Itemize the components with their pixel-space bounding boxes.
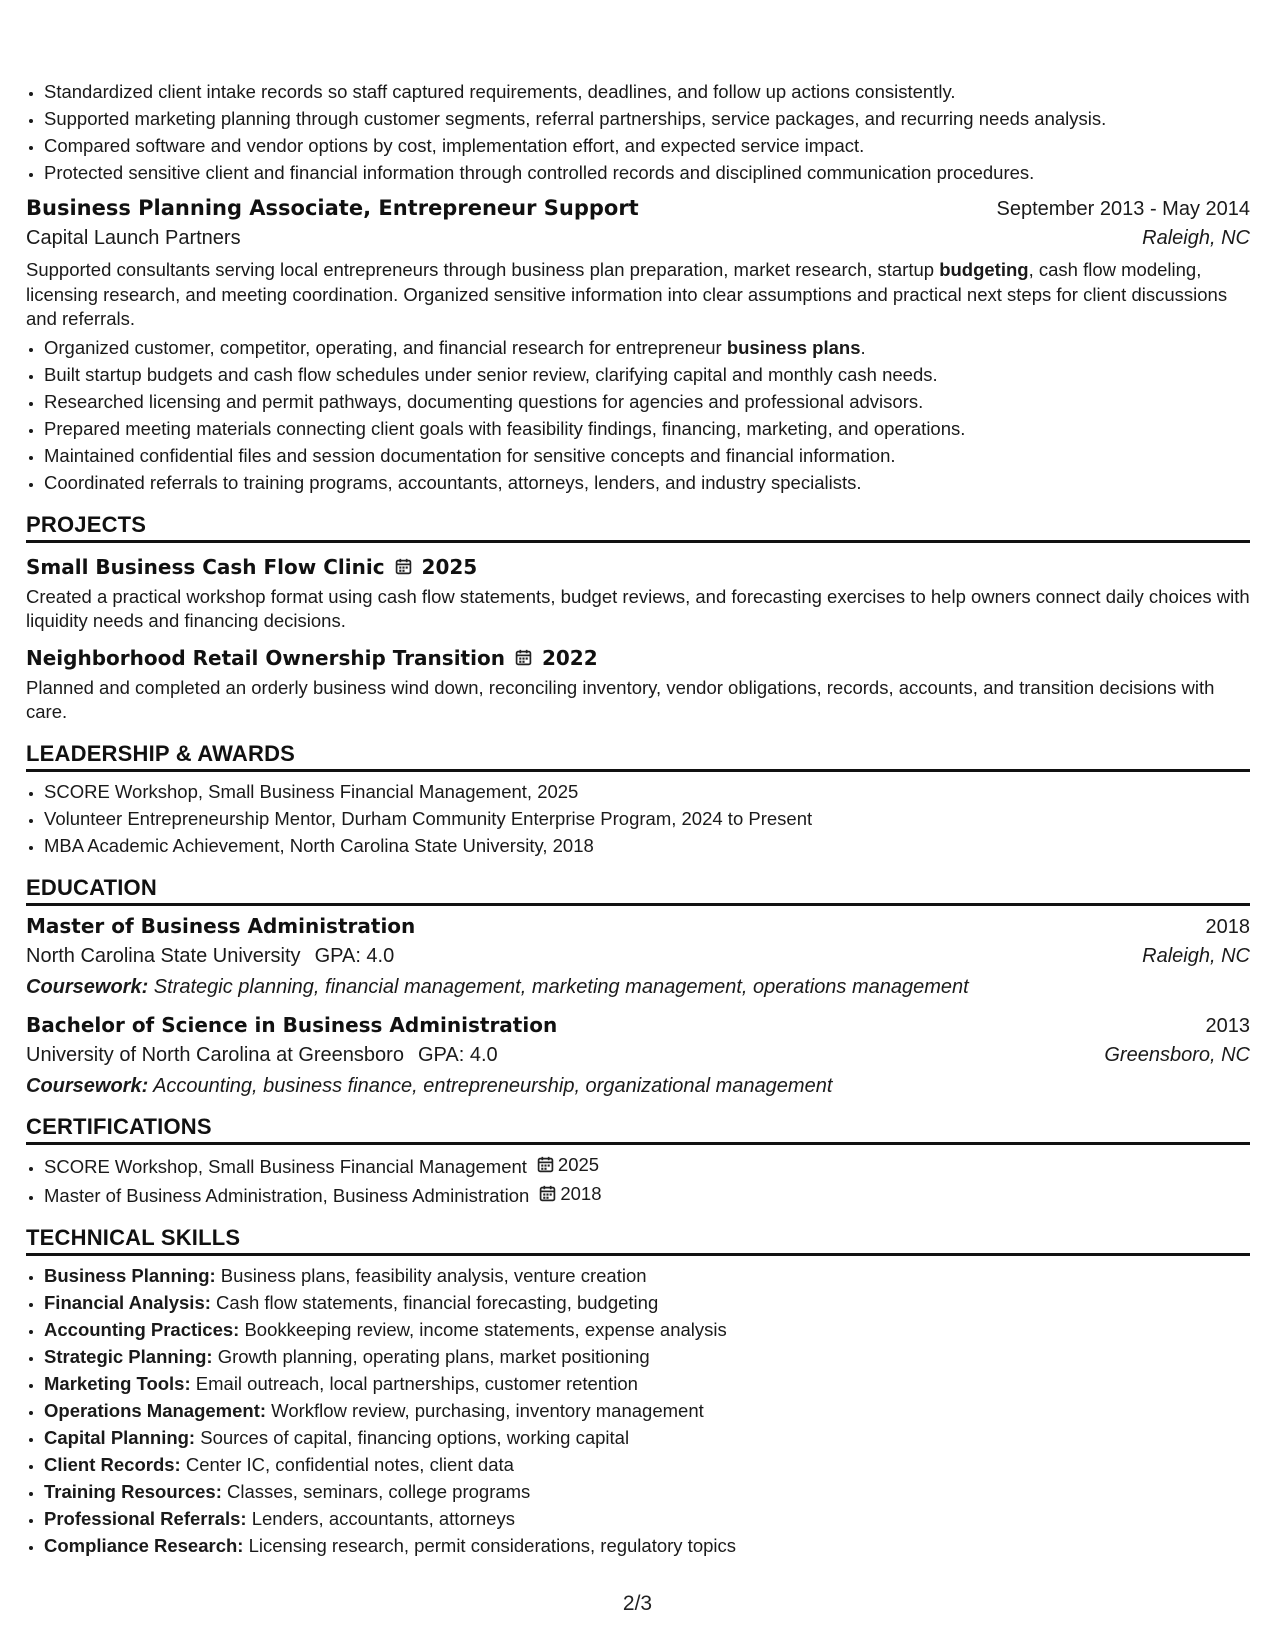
- list-item: • SCORE Workshop, Small Business Financial Management, 2025: [44, 778, 1250, 805]
- list-item: • Protected sensitive client and financial information through controlled records and disciplined communication procedures.: [44, 159, 1250, 186]
- certification-year: 2025: [557, 1153, 600, 1175]
- experience-bullets-continued: [26, 78, 1250, 186]
- list-item: • Organized customer, competitor, operating, and financial research for entrepreneur business plans.: [44, 334, 1250, 361]
- job-entry: [26, 196, 1250, 496]
- project-year: 2025: [421, 554, 478, 579]
- list-item: [44, 1180, 1250, 1209]
- skill-label: Strategic Planning:: [44, 1345, 213, 1367]
- job-title: Business Planning Associate, Entrepreneur Support: [26, 196, 639, 220]
- project-description: Planned and completed an orderly business wind down, reconciling inventory, vendor obligations, records, accounts, and transition decisions with care.: [26, 676, 1215, 722]
- calendar-icon: [539, 1185, 556, 1202]
- job-summary: Supported consultants serving local entrepreneurs through business plan preparation, market research, startup budgeting, cash flow modeling, licensing research, and meeting coordination. Organized sensitive information into clear assumptions and practical next steps for client discussions and referrals.: [26, 259, 1228, 329]
- list-item: • Maintained confidential files and session documentation for sensitive concepts and financial information.: [44, 442, 1250, 469]
- section-heading-leadership: LEADERSHIP & AWARDS: [26, 741, 1250, 772]
- school-location: Raleigh, NC: [1142, 944, 1250, 967]
- skill-value: Email outreach, local partnerships, customer retention: [190, 1372, 638, 1394]
- list-item: [44, 1316, 1250, 1343]
- list-item: • Supported marketing planning through customer segments, referral partnerships, service packages, and recurring needs analysis.: [44, 105, 1250, 132]
- skill-label: Accounting Practices:: [44, 1318, 240, 1340]
- section-heading-skills: TECHNICAL SKILLS: [26, 1225, 1250, 1256]
- job-bullets: [26, 334, 1250, 496]
- list-item: [44, 1505, 1250, 1532]
- list-item: [44, 1370, 1250, 1397]
- skill-label: Client Records:: [44, 1453, 181, 1475]
- certification-name: SCORE Workshop, Small Business Financial Management: [44, 1155, 527, 1177]
- gpa: GPA: 4.0: [314, 944, 395, 967]
- job-dates: September 2013 - May 2014: [996, 198, 1250, 220]
- list-item: [44, 1151, 1250, 1180]
- certifications-list: [26, 1151, 1250, 1209]
- gpa: GPA: 4.0: [417, 1043, 498, 1066]
- skill-value: Licensing research, permit considerations, regulatory topics: [243, 1534, 737, 1556]
- skill-label: Professional Referrals:: [44, 1507, 247, 1529]
- skill-label: Financial Analysis:: [44, 1291, 211, 1313]
- section-heading-projects: PROJECTS: [26, 512, 1250, 543]
- school-location: Greensboro, NC: [1104, 1043, 1250, 1066]
- project-entry: [26, 646, 1250, 725]
- list-item: • Standardized client intake records so staff captured requirements, deadlines, and follow up actions consistently.: [44, 78, 1250, 105]
- list-item: [44, 1532, 1250, 1559]
- degree-title: Master of Business Administration: [26, 913, 416, 938]
- section-heading-certifications: CERTIFICATIONS: [26, 1114, 1250, 1145]
- skill-label: Marketing Tools:: [44, 1372, 191, 1394]
- skill-value: Bookkeeping review, income statements, expense analysis: [239, 1318, 727, 1340]
- degree-title: Bachelor of Science in Business Administration: [26, 1012, 558, 1037]
- skills-list: [26, 1262, 1250, 1559]
- skill-label: Compliance Research:: [44, 1534, 244, 1556]
- project-title: Neighborhood Retail Ownership Transition: [26, 645, 505, 670]
- school-name: University of North Carolina at Greensboro: [26, 1043, 404, 1066]
- list-item: [44, 1478, 1250, 1505]
- section-heading-education: EDUCATION: [26, 875, 1250, 906]
- skill-value: Business plans, feasibility analysis, venture creation: [215, 1264, 647, 1286]
- list-item: [44, 1451, 1250, 1478]
- list-item: • Researched licensing and permit pathways, documenting questions for agencies and professional advisors.: [44, 388, 1250, 415]
- school-name: North Carolina State University: [26, 944, 301, 967]
- list-item: • Built startup budgets and cash flow schedules under senior review, clarifying capital and monthly cash needs.: [44, 361, 1250, 388]
- education-entry: [26, 914, 1250, 999]
- list-item: • Compared software and vendor options by cost, implementation effort, and expected service impact.: [44, 132, 1250, 159]
- skill-value: Growth planning, operating plans, market positioning: [212, 1345, 650, 1367]
- list-item: • Volunteer Entrepreneurship Mentor, Durham Community Enterprise Program, 2024 to Present: [44, 805, 1250, 832]
- degree-year: 2018: [1205, 915, 1250, 938]
- skill-label: Capital Planning:: [44, 1426, 196, 1448]
- project-title: Small Business Cash Flow Clinic: [26, 554, 385, 579]
- list-item: [44, 1424, 1250, 1451]
- list-item: • Prepared meeting materials connecting client goals with feasibility findings, financing, marketing, and operations.: [44, 415, 1250, 442]
- skill-value: Center IC, confidential notes, client data: [180, 1453, 514, 1475]
- list-item: [44, 1397, 1250, 1424]
- education-entry: [26, 1013, 1250, 1098]
- project-entry: [26, 555, 1250, 634]
- leadership-list: [26, 778, 1250, 859]
- calendar-icon: [515, 649, 532, 666]
- certification-name: Master of Business Administration, Business Administration: [44, 1184, 530, 1206]
- list-item: • MBA Academic Achievement, North Carolina State University, 2018: [44, 832, 1250, 859]
- skill-value: Classes, seminars, college programs: [221, 1480, 531, 1502]
- skill-label: Training Resources:: [44, 1480, 222, 1502]
- page-number: 2/3: [622, 1592, 653, 1615]
- skill-value: Workflow review, purchasing, inventory management: [266, 1399, 704, 1421]
- project-year: 2022: [541, 645, 598, 670]
- skill-value: Lenders, accountants, attorneys: [246, 1507, 515, 1529]
- degree-year: 2013: [1205, 1014, 1250, 1037]
- calendar-icon: [395, 558, 412, 575]
- project-description: Created a practical workshop format using cash flow statements, budget reviews, and forecasting exercises to help owners connect daily choices with liquidity needs and financing decisions.: [26, 585, 1250, 631]
- calendar-icon: [537, 1156, 554, 1173]
- list-item: [44, 1289, 1250, 1316]
- certification-year: 2018: [560, 1182, 602, 1204]
- skill-label: Business Planning:: [44, 1264, 216, 1286]
- skill-label: Operations Management:: [44, 1399, 267, 1421]
- company-name: Capital Launch Partners: [26, 227, 241, 249]
- coursework: Coursework: Accounting, business finance, entrepreneurship, organizational management: [26, 1074, 833, 1097]
- skill-value: Cash flow statements, financial forecasting, budgeting: [210, 1291, 659, 1313]
- skill-value: Sources of capital, financing options, working capital: [195, 1426, 630, 1448]
- list-item: • Coordinated referrals to training programs, accountants, attorneys, lenders, and industry specialists.: [44, 469, 1250, 496]
- resume-page: [26, 78, 1250, 1559]
- list-item: [44, 1262, 1250, 1289]
- job-location: Raleigh, NC: [1142, 227, 1250, 249]
- coursework: Coursework: Strategic planning, financial management, marketing management, operations management: [26, 975, 969, 998]
- list-item: [44, 1343, 1250, 1370]
